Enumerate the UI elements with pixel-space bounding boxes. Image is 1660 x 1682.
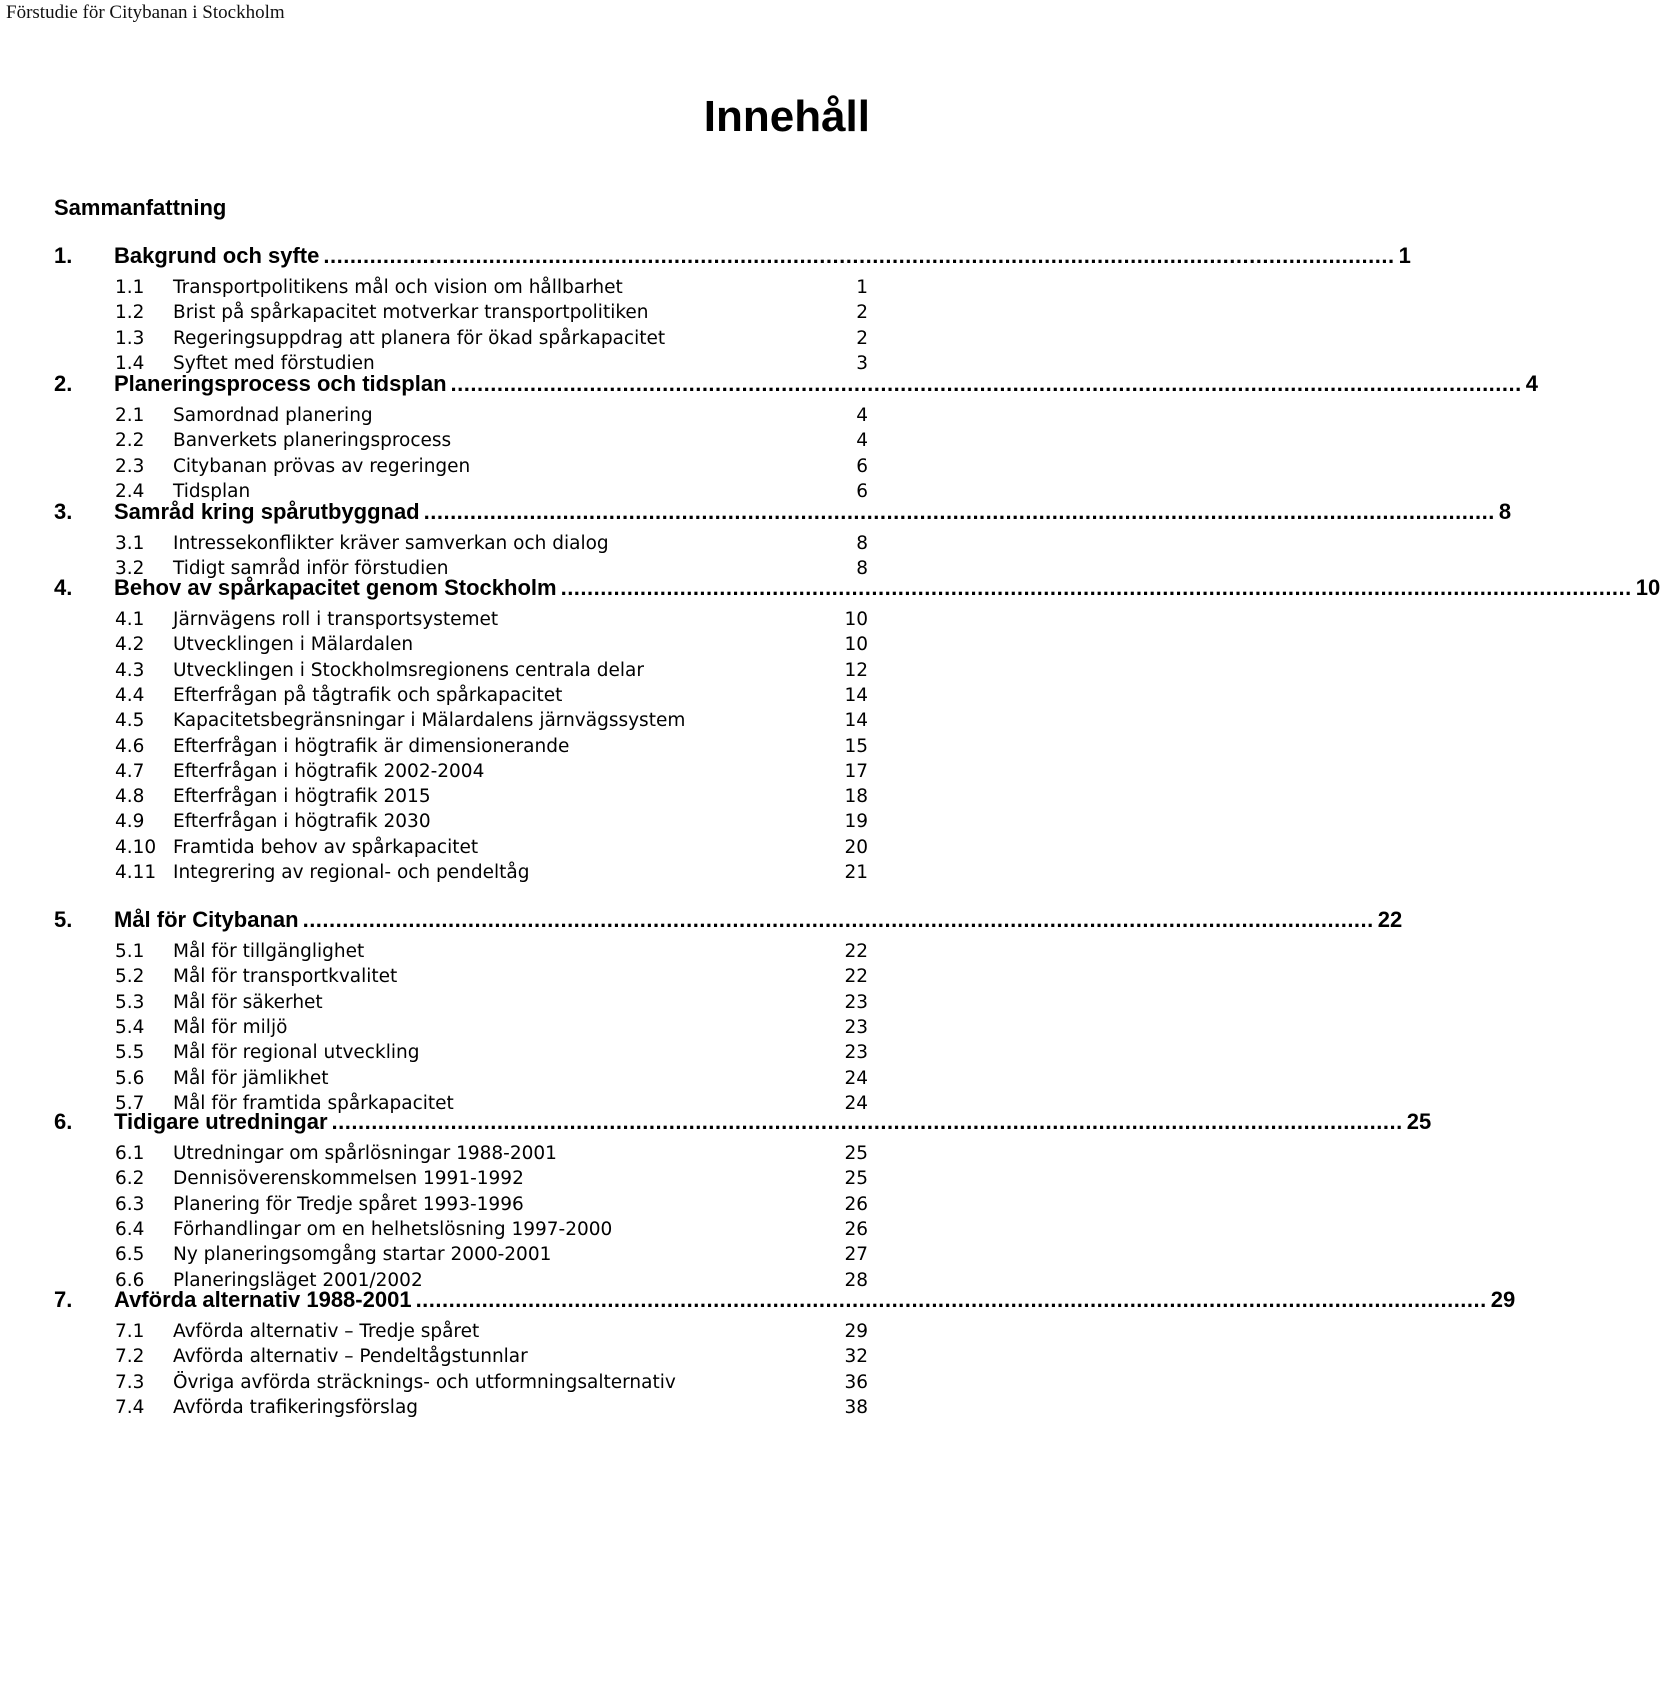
section-number: 6. [54,1109,73,1134]
page-number: 23 [844,991,868,1013]
section-number: 2. [54,371,73,396]
page-number: 22 [1377,907,1403,932]
subsection-title: Efterfrågan på tågtrafik och spårkapacitet [173,684,563,706]
page-number: 10 [844,634,868,656]
section-title: Planeringsprocess och tidsplan [114,371,447,396]
section-title: Tidigare utredningar [114,1109,328,1134]
toc-summary-entry[interactable]: Sammanfattning [54,195,227,220]
toc-subsection-entry[interactable] [115,1068,868,1094]
dot-leader: .................................................................................................................................................................. [560,575,1632,600]
page-number: 36 [844,1371,868,1393]
subsection-number: 6.2 [115,1168,145,1190]
page-number: 18 [844,786,868,808]
toc-subsection-entry[interactable] [115,1321,868,1347]
page-number: 32 [844,1346,868,1368]
subsection-title: Regeringsuppdrag att planera för ökad spårkapacitet [173,327,666,349]
page-number: 20 [844,836,868,858]
subsection-number: 4.9 [115,811,145,833]
page-number: 8 [856,533,868,554]
toc-section-entry[interactable] [54,243,1411,273]
page-number: 25 [1406,1109,1432,1134]
toc-subsection-entry[interactable] [115,862,868,888]
page-number: 26 [844,1218,868,1240]
page-number: 4 [1525,371,1538,396]
subsection-number: 3.2 [115,558,145,580]
subsection-title: Förhandlingar om en helhetslösning 1997-2000 [173,1218,613,1240]
section-number: 1. [54,243,73,268]
page-number: 23 [844,1016,868,1038]
page-number: 12 [844,659,868,681]
subsection-number: 7.2 [115,1346,145,1368]
subsection-number: 3.1 [115,533,145,554]
subsection-title: Dennisöverenskommelsen 1991-1992 [173,1168,524,1190]
page-number: 8 [856,558,868,580]
subsection-title: Citybanan prövas av regeringen [173,455,471,477]
toc-subsection-entry[interactable] [115,430,868,456]
subsection-number: 5.2 [115,966,145,988]
subsection-number: 6.6 [115,1269,145,1291]
page-number: 15 [844,735,868,757]
subsection-number: 4.3 [115,659,145,681]
subsection-title: Utvecklingen i Stockholmsregionens centrala delar [173,659,644,681]
subsection-number: 6.3 [115,1193,145,1215]
section-number: 4. [54,575,73,600]
subsection-number: 1.2 [115,302,145,324]
page-number: 6 [856,455,868,477]
subsection-title: Järnvägens roll i transportsystemet [173,609,499,630]
toc-subsection-entry[interactable] [115,609,868,635]
page-number: 23 [844,1042,868,1064]
subsection-title: Transportpolitikens mål och vision om hållbarhet [173,277,623,298]
page-number: 25 [844,1168,868,1190]
toc-section-entry[interactable] [54,907,1403,937]
toc-subsection-entry[interactable] [115,811,868,837]
toc-subsection-entry[interactable] [115,1017,868,1043]
subsection-number: 6.5 [115,1244,145,1266]
subsection-number: 4.2 [115,634,145,656]
dot-leader: .................................................................................................................................................................. [415,1287,1487,1312]
page-number: 38 [844,1396,868,1418]
toc-subsection-entry[interactable] [115,992,868,1018]
page-number: 10 [1635,575,1660,600]
page-number: 14 [844,710,868,732]
toc-subsection-entry[interactable] [115,660,868,686]
subsection-number: 7.3 [115,1371,145,1393]
toc-subsection-entry[interactable] [115,966,868,992]
toc-section-entry[interactable] [54,1109,1432,1139]
subsection-title: Mål för jämlikhet [173,1067,329,1089]
subsection-title: Ny planeringsomgång startar 2000-2001 [173,1244,552,1266]
toc-subsection-entry[interactable] [115,456,868,482]
page-number: 28 [844,1269,868,1291]
subsection-title: Avförda trafikeringsförslag [173,1396,419,1418]
subsection-number: 2.1 [115,405,145,426]
page-number: 8 [1498,499,1512,524]
page-number: 29 [1490,1287,1516,1312]
subsection-title: Efterfrågan i högtrafik 2002-2004 [173,760,485,782]
subsection-title: Mål för transportkvalitet [173,966,398,988]
page-number: 2 [856,327,868,349]
subsection-number: 1.4 [115,352,145,374]
subsection-number: 5.5 [115,1042,145,1064]
subsection-title: Mål för miljö [173,1016,288,1038]
page-number: 14 [844,684,868,706]
subsection-number: 2.3 [115,455,145,477]
section-title: Bakgrund och syfte [114,243,320,268]
dot-leader: .................................................................................................................................................................. [423,499,1495,524]
page-title: Innehåll [703,92,870,141]
subsection-title: Intressekonflikter kräver samverkan och dialog [173,533,609,554]
toc-subsection-entry[interactable] [115,761,868,787]
subsection-title: Mål för tillgänglighet [173,941,365,962]
toc-subsection-entry[interactable] [115,634,868,660]
subsection-title: Planering för Tredje spåret 1993-1996 [173,1193,524,1215]
subsection-number: 4.1 [115,609,145,630]
section-number: 7. [54,1287,73,1312]
subsection-title: Banverkets planeringsprocess [173,430,452,452]
section-number: 3. [54,499,73,524]
toc-subsection-entry[interactable] [115,533,868,559]
page-number: 6 [856,480,868,502]
subsection-title: Syftet med förstudien [173,352,375,374]
subsection-number: 4.6 [115,735,145,757]
page-number: 4 [856,430,868,452]
subsection-number: 1.3 [115,327,145,349]
subsection-number: 4.8 [115,786,145,808]
toc-subsection-entry[interactable] [115,685,868,711]
subsection-title: Tidsplan [173,480,251,502]
toc-subsection-entry[interactable] [115,277,868,303]
subsection-title: Efterfrågan i högtrafik 2015 [173,786,431,808]
subsection-number: 6.4 [115,1218,145,1240]
page-number: 21 [844,862,868,883]
subsection-title: Brist på spårkapacitet motverkar transportpolitiken [173,302,649,324]
subsection-number: 7.1 [115,1321,145,1342]
page-number: 1 [1398,243,1411,268]
section-number: 5. [54,907,73,932]
subsection-number: 2.2 [115,430,145,452]
page-number: 27 [844,1244,868,1266]
section-title: Samråd kring spårutbyggnad [114,499,420,524]
subsection-number: 6.1 [115,1143,145,1164]
toc-subsection-entry[interactable] [115,302,868,328]
subsection-number: 5.6 [115,1067,145,1089]
toc-section-entry[interactable] [54,499,1512,529]
toc-subsection-entry[interactable] [115,1244,868,1270]
toc-subsection-entry[interactable] [115,1346,868,1372]
section-title: Avförda alternativ 1988-2001 [114,1287,412,1312]
subsection-title: Mål för regional utveckling [173,1042,420,1064]
subsection-number: 5.3 [115,991,145,1013]
subsection-number: 5.4 [115,1016,145,1038]
subsection-title: Tidigt samråd inför förstudien [173,558,449,580]
subsection-number: 1.1 [115,277,145,298]
toc-subsection-entry[interactable] [115,786,868,812]
subsection-number: 4.10 [115,836,157,858]
subsection-title: Avförda alternativ – Pendeltågstunnlar [173,1346,528,1368]
subsection-number: 7.4 [115,1396,145,1418]
subsection-title: Avförda alternativ – Tredje spåret [173,1321,480,1342]
dot-leader: .................................................................................................................................................................. [323,243,1395,268]
toc-subsection-entry[interactable] [115,736,868,762]
toc-subsection-entry[interactable] [115,1219,868,1245]
page-number: 25 [844,1143,868,1164]
dot-leader: .................................................................................................................................................................. [331,1109,1403,1134]
toc-section-entry[interactable] [54,371,1538,401]
page-number: 22 [844,941,868,962]
subsection-title: Kapacitetsbegränsningar i Mälardalens järnvägssystem [173,710,686,732]
page-number: 26 [844,1193,868,1215]
subsection-title: Mål för framtida spårkapacitet [173,1092,454,1114]
subsection-title: Utvecklingen i Mälardalen [173,634,414,656]
toc-section-entry[interactable] [54,1287,1516,1317]
subsection-title: Utredningar om spårlösningar 1988-2001 [173,1143,557,1164]
page-number: 17 [844,760,868,782]
toc-subsection-entry[interactable] [115,941,868,967]
running-header: Förstudie för Citybanan i Stockholm [6,2,285,23]
page-number: 24 [844,1067,868,1089]
page-number: 22 [844,966,868,988]
toc-subsection-entry[interactable] [115,405,868,431]
toc-subsection-entry[interactable] [115,710,868,736]
section-title: Mål för Citybanan [114,907,299,932]
subsection-title: Efterfrågan i högtrafik 2030 [173,811,431,833]
page-number: 24 [844,1092,868,1114]
subsection-title: Övriga avförda sträcknings- och utformningsalternativ [173,1371,676,1393]
subsection-number: 4.7 [115,760,145,782]
subsection-title: Mål för säkerhet [173,991,323,1013]
dot-leader: .................................................................................................................................................................. [450,371,1522,396]
section-title: Behov av spårkapacitet genom Stockholm [114,575,557,600]
subsection-number: 4.11 [115,862,157,883]
subsection-number: 5.7 [115,1092,145,1114]
subsection-title: Samordnad planering [173,405,373,426]
toc-subsection-entry[interactable] [115,1143,868,1169]
toc-subsection-entry[interactable] [115,328,868,354]
subsection-number: 4.5 [115,710,145,732]
dot-leader: .................................................................................................................................................................. [302,907,1374,932]
toc-subsection-entry[interactable] [115,1168,868,1194]
subsection-title: Efterfrågan i högtrafik är dimensionerande [173,735,570,757]
toc-subsection-entry[interactable] [115,1372,868,1398]
subsection-title: Integrering av regional- och pendeltåg [173,862,530,883]
page-number: 19 [844,811,868,833]
toc-section-entry[interactable] [54,575,1660,605]
toc-subsection-entry[interactable] [115,1194,868,1220]
page-number: 10 [844,609,868,630]
toc-subsection-entry[interactable] [115,1042,868,1068]
page-number: 1 [856,277,868,298]
toc-subsection-entry[interactable] [115,837,868,863]
toc-subsection-entry[interactable] [115,1397,868,1423]
subsection-number: 2.4 [115,480,145,502]
page-number: 4 [856,405,868,426]
page-number: 2 [856,302,868,324]
subsection-number: 5.1 [115,941,145,962]
subsection-title: Framtida behov av spårkapacitet [173,836,479,858]
page-number: 3 [856,352,868,374]
page-number: 29 [844,1321,868,1342]
subsection-title: Planeringsläget 2001/2002 [173,1269,423,1291]
subsection-number: 4.4 [115,684,145,706]
